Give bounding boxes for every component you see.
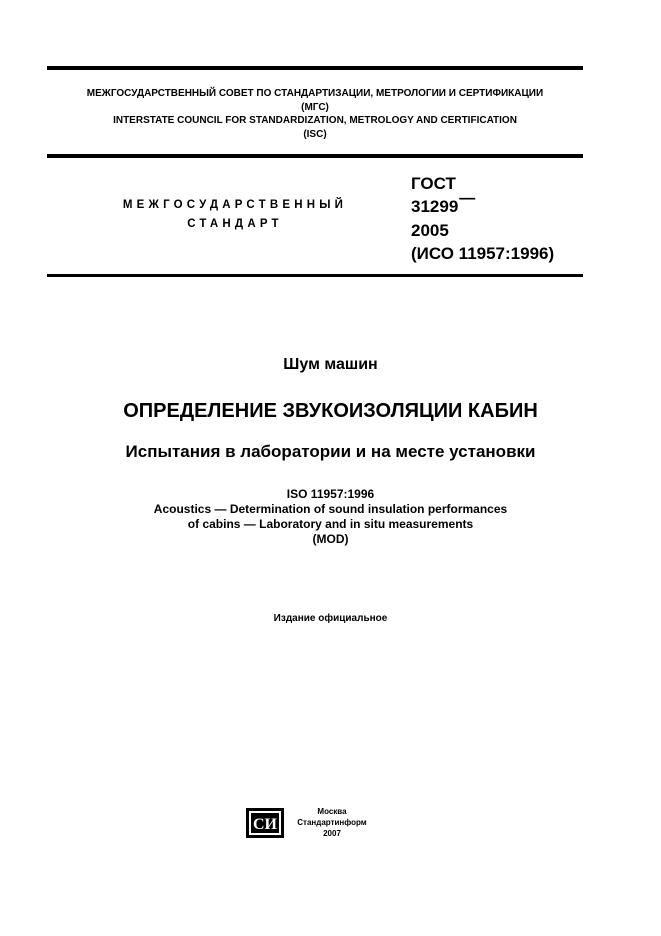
bottom-rule — [47, 274, 583, 277]
council-header — [47, 87, 583, 141]
middle-rule — [47, 154, 583, 158]
publisher-city: Москва — [317, 807, 347, 816]
iso-reference — [0, 487, 661, 547]
standard-designation — [411, 172, 554, 265]
standard-label-line1: МЕЖГОСУДАРСТВЕННЫЙ — [122, 199, 348, 211]
topic-heading: Шум машин — [283, 356, 378, 373]
standard-label — [100, 196, 370, 234]
council-abbr-en: (ISC) — [303, 128, 327, 140]
iso-mod: (MOD) — [312, 532, 349, 546]
publisher-block — [292, 806, 372, 839]
designation-number-line — [411, 190, 554, 219]
council-name-ru: МЕЖГОСУДАРСТВЕННЫЙ СОВЕТ ПО СТАНДАРТИЗАЦИИ, МЕТРОЛОГИИ И СЕРТИФИКАЦИИ — [86, 88, 544, 99]
publisher-year: 2007 — [323, 829, 341, 838]
council-name-en: INTERSTATE COUNCIL FOR STANDARDIZATION, METROLOGY AND CERTIFICATION — [113, 115, 517, 126]
standard-label-line2: СТАНДАРТ — [187, 218, 283, 230]
council-abbr-ru: (МГС) — [301, 101, 329, 113]
designation-dash: — — [459, 190, 476, 207]
top-rule — [47, 66, 583, 70]
publisher-name: Стандартинформ — [297, 818, 367, 827]
designation-iso-ref: (ИСО 11957:1996) — [411, 244, 555, 263]
document-subtitle: Испытания в лаборатории и на месте установки — [125, 442, 536, 461]
iso-title-line1: Acoustics — Determination of sound insulation performances — [153, 502, 508, 516]
iso-title-line2: of cabins — Laboratory and in situ measurements — [187, 517, 474, 531]
standartinform-logo-icon — [246, 808, 284, 838]
designation-prefix: ГОСТ — [411, 174, 456, 193]
designation-number: 31299 — [411, 197, 459, 216]
document-title: ОПРЕДЕЛЕНИЕ ЗВУКОИЗОЛЯЦИИ КАБИН — [123, 400, 538, 422]
iso-code: ISO 11957:1996 — [286, 487, 375, 501]
edition-note: Издание официальное — [273, 613, 388, 624]
designation-year: 2005 — [411, 221, 449, 240]
logo-text: СИ — [253, 816, 277, 833]
